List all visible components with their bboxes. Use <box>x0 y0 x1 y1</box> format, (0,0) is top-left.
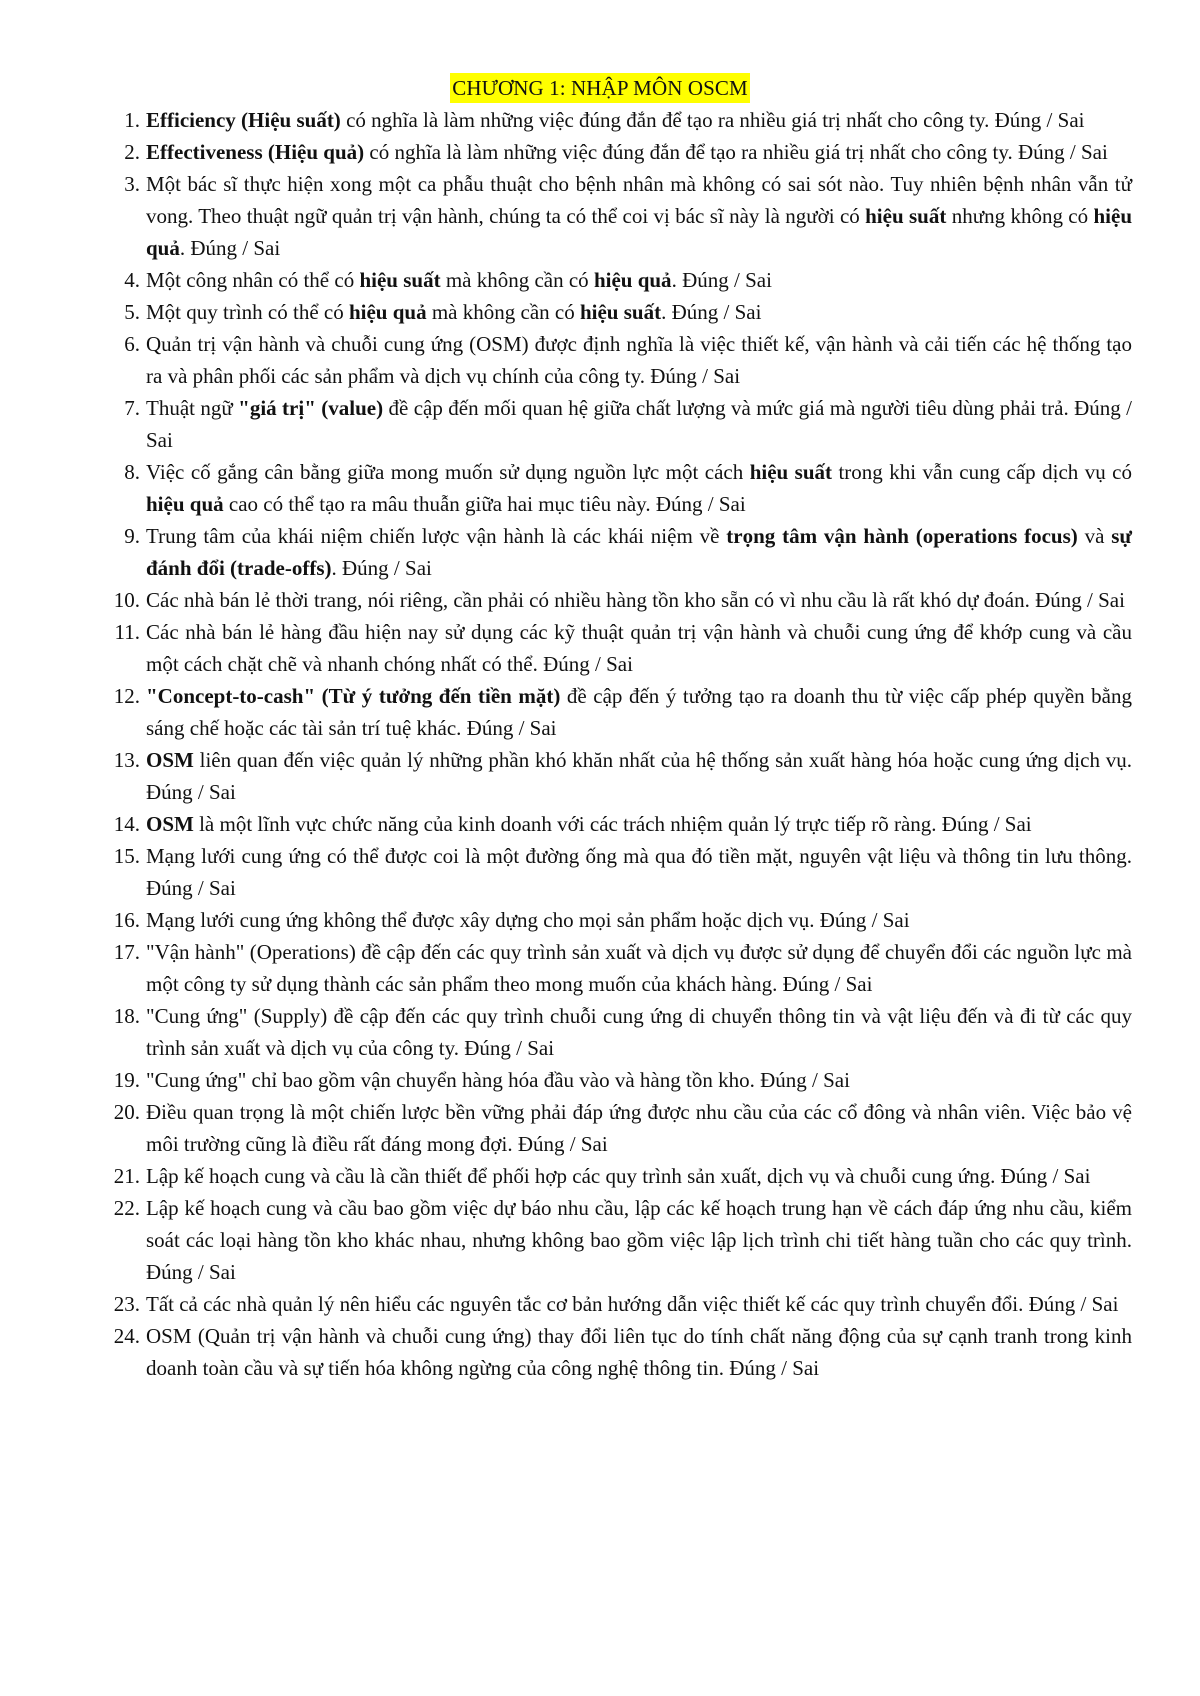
question-text-segment: Các nhà bán lẻ hàng đầu hiện nay sử dụng các kỹ thuật quản trị vận hành và chuỗi cung ứng để khớp cung và cầu một cách chặt chẽ và nhanh chóng nhất có thể. Đúng / Sai <box>146 620 1132 676</box>
question-item <box>100 520 1132 584</box>
question-item <box>100 456 1132 520</box>
question-text-segment: Thuật ngữ <box>146 396 239 420</box>
question-text <box>146 908 910 932</box>
question-bold-term: sự đánh đổi (trade-offs) <box>146 524 1133 580</box>
question-text <box>146 1068 850 1092</box>
question-item <box>100 1192 1132 1288</box>
question-bold-term: hiệu suất <box>749 460 832 484</box>
question-text-segment: "Cung ứng" (Supply) đề cập đến các quy trình chuỗi cung ứng di chuyển thông tin và vật liệu đến và đi từ các quy trình sản xuất và dịch vụ của công ty. Đúng / Sai <box>146 1004 1132 1060</box>
question-text-segment: cao có thể tạo ra mâu thuẫn giữa hai mục tiêu này. Đúng / Sai <box>223 492 746 516</box>
question-number: 8. <box>124 460 140 484</box>
question-text-segment: Trung tâm của khái niệm chiến lược vận hành là các khái niệm về <box>146 524 727 548</box>
question-item <box>100 744 1132 808</box>
question-item <box>100 328 1132 392</box>
question-item <box>100 168 1132 264</box>
question-text-segment: . Đúng / Sai <box>661 300 762 324</box>
question-number: 20. <box>113 1100 140 1124</box>
question-text-segment: Mạng lưới cung ứng không thể được xây dựng cho mọi sản phẩm hoặc dịch vụ. Đúng / Sai <box>146 908 910 932</box>
question-item <box>100 296 1132 328</box>
question-text-segment: Các nhà bán lẻ thời trang, nói riêng, cần phải có nhiều hàng tồn kho sẵn có vì nhu cầu là rất khó dự đoán. Đúng / Sai <box>146 588 1125 612</box>
question-text <box>146 1100 1132 1156</box>
question-number: 17. <box>113 940 140 964</box>
question-text <box>146 1004 1132 1060</box>
question-number: 6. <box>124 332 140 356</box>
question-bold-term: "Concept-to-cash" (Từ ý tưởng đến tiền mặt) <box>146 684 561 708</box>
question-text <box>146 940 1132 996</box>
question-text-segment: OSM (Quản trị vận hành và chuỗi cung ứng) thay đổi liên tục do tính chất năng động của sự cạnh tranh trong kinh doanh toàn cầu và sự tiến hóa không ngừng của công nghệ thông tin. Đúng / Sai <box>146 1324 1132 1380</box>
question-text-segment: nhưng không có <box>946 204 1094 228</box>
question-bold-term: "giá trị" (value) <box>238 396 384 420</box>
question-item <box>100 904 1132 936</box>
question-bold-term: hiệu suất <box>865 204 947 228</box>
question-number: 3. <box>124 172 140 196</box>
question-text-segment: Một công nhân có thể có <box>146 268 360 292</box>
question-text <box>146 524 1132 580</box>
question-text-segment: Mạng lưới cung ứng có thể được coi là một đường ống mà qua đó tiền mặt, nguyên vật liệu và thông tin lưu thông. Đúng / Sai <box>146 844 1132 900</box>
question-text-segment: "Cung ứng" chỉ bao gồm vận chuyển hàng hóa đầu vào và hàng tồn kho. Đúng / Sai <box>146 1068 850 1092</box>
question-bold-term: hiệu quả <box>593 268 672 292</box>
question-item <box>100 1320 1132 1384</box>
question-number: 10. <box>113 588 140 612</box>
question-text <box>146 1196 1132 1284</box>
question-number: 4. <box>124 268 140 292</box>
question-item <box>100 392 1132 456</box>
question-bold-term: hiệu suất <box>579 300 662 324</box>
question-text-segment: Một bác sĩ thực hiện xong một ca phẫu thuật cho bệnh nhân mà không có sai sót nào. Tuy nhiên bệnh nhân vẫn tử vong. Theo thuật ngữ quản trị vận hành, chúng ta có thể coi vị bác sĩ này là người có <box>146 172 1132 228</box>
question-bold-term: OSM <box>146 812 194 836</box>
question-item <box>100 264 1132 296</box>
question-text <box>146 140 1108 164</box>
question-bold-term: hiệu quả <box>146 492 224 516</box>
question-item <box>100 1064 1132 1096</box>
question-text-segment: và <box>1077 524 1112 548</box>
question-item <box>100 1160 1132 1192</box>
question-text <box>146 1164 1090 1188</box>
question-text <box>146 396 1132 452</box>
question-number: 2. <box>124 140 140 164</box>
question-item <box>100 680 1132 744</box>
question-text-segment: . Đúng / Sai <box>671 268 772 292</box>
question-bold-term: Effectiveness (Hiệu quả) <box>146 140 365 164</box>
question-item <box>100 136 1132 168</box>
question-number: 24. <box>113 1324 140 1348</box>
chapter-title: CHƯƠNG 1: NHẬP MÔN OSCM <box>450 73 750 103</box>
question-bold-term: hiệu suất <box>359 268 441 292</box>
question-text-segment: mà không cần có <box>440 268 594 292</box>
question-text-segment: trong khi vẫn cung cấp dịch vụ có <box>832 460 1133 484</box>
question-item <box>100 808 1132 840</box>
question-number: 11. <box>114 620 140 644</box>
question-item <box>100 1096 1132 1160</box>
question-text-segment: Lập kế hoạch cung và cầu là cần thiết để phối hợp các quy trình sản xuất, dịch vụ và chuỗi cung ứng. Đúng / Sai <box>146 1164 1091 1188</box>
question-text <box>146 1324 1132 1380</box>
question-item <box>100 1288 1132 1320</box>
question-text-segment: . Đúng / Sai <box>331 556 432 580</box>
question-item <box>100 840 1132 904</box>
question-text-segment: "Vận hành" (Operations) đề cập đến các quy trình sản xuất và dịch vụ được sử dụng để chuyển đổi các nguồn lực mà một công ty sử dụng thành các sản phẩm theo mong muốn của khách hàng. Đúng / Sai <box>146 940 1132 996</box>
question-bold-term: Efficiency (Hiệu suất) <box>146 108 341 132</box>
question-number: 14. <box>113 812 140 836</box>
question-number: 5. <box>124 300 140 324</box>
question-text-segment: Việc cố gắng cân bằng giữa mong muốn sử dụng nguồn lực một cách <box>146 460 750 484</box>
question-text-segment: đề cập đến ý tưởng tạo ra doanh thu từ việc cấp phép quyền bằng sáng chế hoặc các tài sản trí tuệ khác. Đúng / Sai <box>146 684 1133 740</box>
question-number: 15. <box>113 844 140 868</box>
question-text <box>146 588 1125 612</box>
question-item <box>100 936 1132 1000</box>
question-number: 21. <box>113 1164 140 1188</box>
question-bold-term: hiệu quả <box>146 204 1132 260</box>
question-text <box>146 748 1132 804</box>
question-text-segment: Tất cả các nhà quản lý nên hiểu các nguyên tắc cơ bản hướng dẫn việc thiết kế các quy trình chuyển đổi. Đúng / Sai <box>146 1292 1119 1316</box>
question-bold-term: OSM <box>146 748 194 772</box>
question-text-segment: Quản trị vận hành và chuỗi cung ứng (OSM) được định nghĩa là việc thiết kế, vận hành và cải tiến các hệ thống tạo ra và phân phối các sản phẩm và dịch vụ chính của công ty. Đúng / Sai <box>146 332 1132 388</box>
question-text-segment: Một quy trình có thể có <box>146 300 349 324</box>
question-list <box>100 104 1132 1384</box>
question-text-segment: liên quan đến việc quản lý những phần khó khăn nhất của hệ thống sản xuất hàng hóa hoặc cung ứng dịch vụ. Đúng / Sai <box>146 748 1132 804</box>
question-text <box>146 1292 1118 1316</box>
question-number: 23. <box>113 1292 140 1316</box>
question-number: 16. <box>113 908 140 932</box>
question-text <box>146 108 1084 132</box>
question-text <box>146 460 1132 516</box>
question-text <box>146 620 1132 676</box>
question-text <box>146 332 1132 388</box>
question-text <box>146 172 1132 260</box>
question-text <box>146 300 761 324</box>
question-bold-term: trọng tâm vận hành (operations focus) <box>726 524 1078 548</box>
question-item <box>100 584 1132 616</box>
question-item <box>100 104 1132 136</box>
question-text <box>146 844 1132 900</box>
question-text-segment: có nghĩa là làm những việc đúng đắn để tạo ra nhiều giá trị nhất cho công ty. Đúng / Sai <box>340 108 1085 132</box>
question-text-segment: mà không cần có <box>426 300 580 324</box>
question-number: 13. <box>113 748 140 772</box>
question-text-segment: Điều quan trọng là một chiến lược bền vững phải đáp ứng được nhu cầu của các cổ đông và nhân viên. Việc bảo vệ môi trường cũng là điều rất đáng mong đợi. Đúng / Sai <box>146 1100 1132 1156</box>
question-text <box>146 812 1032 836</box>
question-text <box>146 268 772 292</box>
question-text-segment: Lập kế hoạch cung và cầu bao gồm việc dự báo nhu cầu, lập các kế hoạch trung hạn về cách đáp ứng nhu cầu, kiểm soát các loại hàng tồn kho khác nhau, nhưng không bao gồm việc lập lịch trình chi tiết hàng tuần cho các quy trình. Đúng / Sai <box>146 1196 1132 1284</box>
question-text <box>146 684 1132 740</box>
question-text-segment: có nghĩa là làm những việc đúng đắn để tạo ra nhiều giá trị nhất cho công ty. Đúng / Sai <box>364 140 1108 164</box>
question-number: 7. <box>124 396 140 420</box>
question-number: 19. <box>113 1068 140 1092</box>
question-number: 1. <box>124 108 140 132</box>
question-number: 12. <box>113 684 140 708</box>
title-container <box>0 72 1200 104</box>
question-number: 9. <box>124 524 140 548</box>
question-text-segment: . Đúng / Sai <box>179 236 281 260</box>
question-item <box>100 616 1132 680</box>
question-number: 22. <box>113 1196 140 1220</box>
question-item <box>100 1000 1132 1064</box>
question-text-segment: là một lĩnh vực chức năng của kinh doanh với các trách nhiệm quản lý trực tiếp rõ ràng. Đúng / Sai <box>193 812 1032 836</box>
question-number: 18. <box>113 1004 140 1028</box>
question-bold-term: hiệu quả <box>348 300 427 324</box>
question-text-segment: đề cập đến mối quan hệ giữa chất lượng và mức giá mà người tiêu dùng phải trả. Đúng / Sai <box>146 396 1132 452</box>
